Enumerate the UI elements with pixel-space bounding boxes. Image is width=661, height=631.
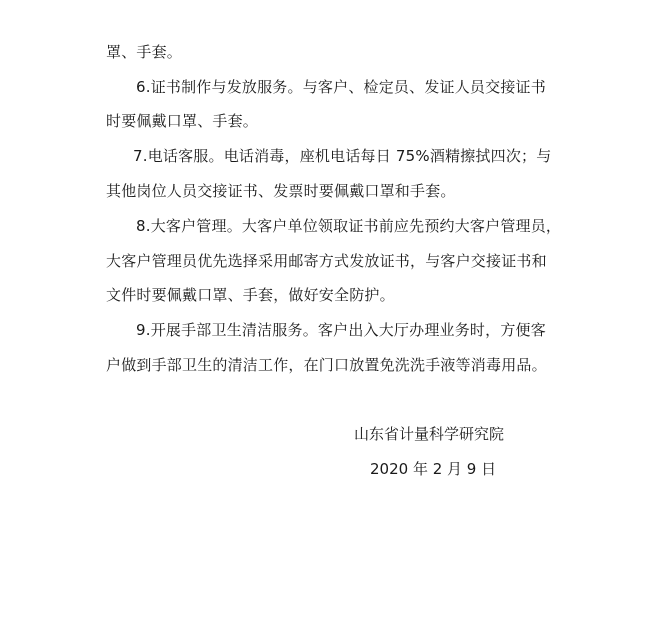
paragraph-line: 9.开展手部卫生清洁服务。客户出入大厅办理业务时，方便客 [136, 321, 546, 339]
paragraph-line: 其他岗位人员交接证书、发票时要佩戴口罩和手套。 [106, 182, 456, 200]
signature-organization: 山东省计量科学研究院 [354, 425, 505, 443]
paragraph-line: 时要佩戴口罩、手套。 [106, 112, 259, 130]
paragraph-line: 大客户管理员优先选择采用邮寄方式发放证书，与客户交接证书和 [106, 252, 547, 270]
paragraph-line: 8.大客户管理。大客户单位领取证书前应先预约大客户管理员， [136, 217, 562, 235]
paragraph-line: 7.电话客服。电话消毒，座机电话每日 75%酒精擦拭四次；与 [133, 147, 552, 165]
paragraph-line: 文件时要佩戴口罩、手套，做好安全防护。 [106, 286, 395, 304]
signature-date: 2020 年 2 月 9 日 [370, 460, 497, 478]
paragraph-line: 户做到手部卫生的清洁工作，在门口放置免洗洗手液等消毒用品。 [106, 356, 547, 374]
paragraph-line: 罩、手套。 [106, 43, 183, 61]
paragraph-line: 6.证书制作与发放服务。与客户、检定员、发证人员交接证书 [136, 78, 546, 96]
